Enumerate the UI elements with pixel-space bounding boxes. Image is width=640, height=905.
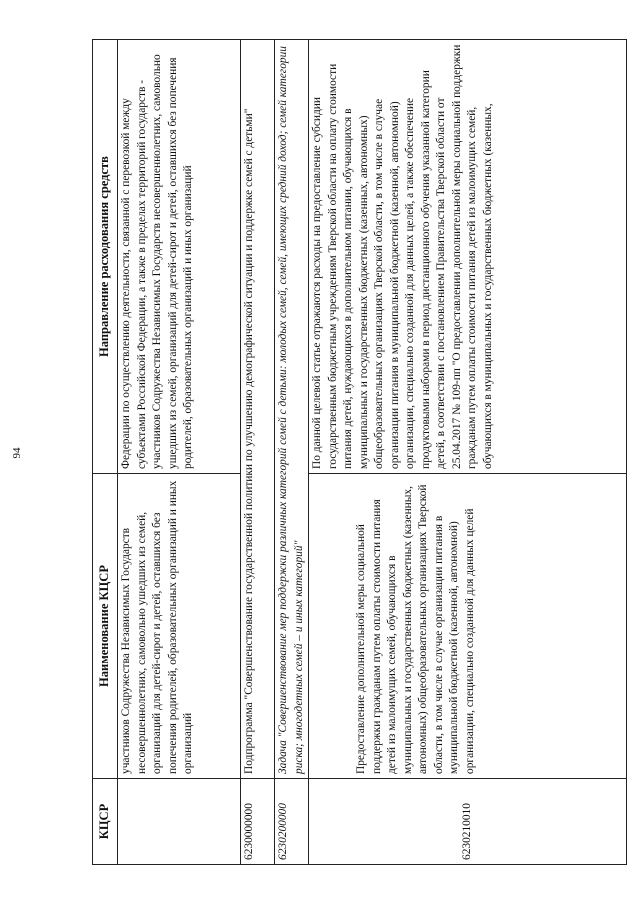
- measure-name-text: Предоставление дополнительной меры социальной поддержки гражданам путем оплаты стоимости питания детей из малоимущих семей, обучающихся в муниципальных и государственных бюджетных (казенных, автономных) общеобразовательных организациях Тверской области, в том числе в случае организации питания в муниципальной бюджетной (казенной, автономной) организации, специально созданной для данных целей: [355, 484, 476, 774]
- header-direction: Направление расходования средств: [93, 40, 118, 474]
- rotated-page-content: [92, 40, 592, 865]
- table-row-task: [275, 40, 309, 865]
- cell-code-subprogram: 6230000000: [241, 779, 275, 865]
- header-kcsr: КЦСР: [93, 779, 118, 865]
- cell-name: участников Содружества Независимых Государств несовершеннолетних, самовольно ушедших из семей, организаций для детей-сирот и детей, оставшихся без попечения родителей, образовательных организаций и иных организаций: [118, 474, 241, 779]
- cell-code-task: 6230200000: [275, 779, 309, 865]
- table-row-continuation: [118, 40, 241, 865]
- cell-subprogram-text: Подпрограмма "Совершенствование государственной политики по улучшению демографической ситуации и поддержке семей с детьми": [241, 40, 275, 779]
- cell-code-measure: 6230210010: [309, 779, 627, 865]
- table-header-row: [93, 40, 118, 865]
- cell-name-measure: [309, 474, 627, 779]
- cell-task-text: Задача "Совершенствование мер поддержки различных категорий семей с детьми: молодых семей, семей, имеющих средний доход; семей категории риска; многодетных семей – и иных категорий": [275, 40, 309, 779]
- cell-direction-measure: По данной целевой статье отражаются расходы на предоставление субсидии государственным бюджетным учреждениям Тверской области на оплату стоимости питания детей, нуждающихся в дополнительном питании, обучающихся в муниципальных и государственных бюджетных (казенных, автономных) общеобразовательных организациях Тверской области, в том числе в случае организации питания в муниципальной бюджетной (казенной, автономной) организации, специально созданной для данных целей, а также обеспечение продуктовыми наборами в период дистанционного обучения указанной категории детей, в соответствии с постановлением Правительства Тверской области от 25.04.2017 № 109-пп "О предоставлении дополнительной меры социальной поддержки гражданам путем оплаты стоимости питания детей из малоимущих семей, обучающихся в муниципальных и государственных бюджетных (казенных,: [309, 40, 627, 474]
- table-row-subprogram: [241, 40, 275, 865]
- page-number: 94: [11, 447, 23, 459]
- kcsr-table: [92, 39, 627, 865]
- table-row-measure: [309, 40, 627, 865]
- cell-code: [118, 779, 241, 865]
- cell-direction: Федерации по осуществлению деятельности, связанной с перевозкой между субъектами Российской Федерации, а также в пределах территорий государств - участников Содружества Независимых Государств несовершеннолетних, самовольно ушедших из семей, организаций для детей-сирот и детей, оставшихся без попечения родителей, образовательных организаций и иных организаций: [118, 40, 241, 474]
- header-name: Наименование КЦСР: [93, 474, 118, 779]
